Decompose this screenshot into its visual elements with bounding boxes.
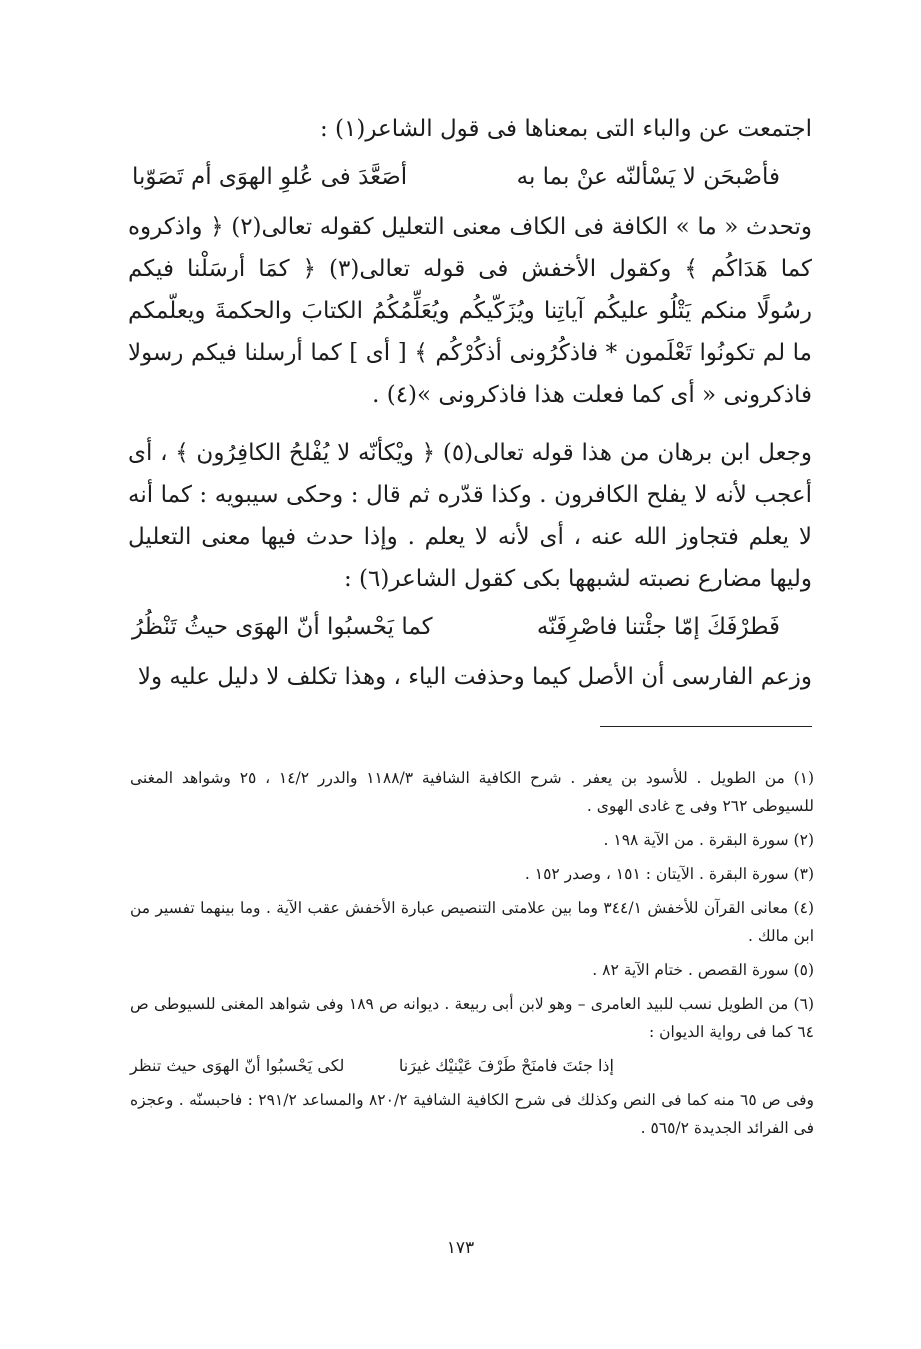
footnote-5: (٥) سورة القصص . ختام الآية ٨٢ .: [592, 961, 814, 979]
footnote-3: (٣) سورة البقرة . الآيتان : ١٥١ ، وصدر ١٥٢ .: [524, 865, 814, 883]
footnote-verse-first-hemistich: إذا جئتَ فامنَحْ طَرْفَ عَيْنيْك غيرَنا: [398, 1056, 614, 1075]
main-text: [128, 108, 812, 698]
page-number: ١٧٣: [446, 1238, 475, 1258]
footnote-separator: [600, 726, 812, 727]
poem-verse-1: [128, 156, 812, 198]
verse-2-first-hemistich: فَطرْفَكَ إمّا جئْتنا فاصْرِفَنّه: [536, 614, 780, 640]
verse-2-second-hemistich: كما يَحْسبُوا أنّ الهوَى حيثُ تَنْظُرُ: [132, 614, 433, 640]
footnote-6-verse: [130, 1052, 814, 1080]
paragraph-3: وجعل ابن برهان من هذا قوله تعالى(٥) ﴿ ويْكأنّه لا يُفْلحُ الكافِرُون ﴾ ، أى أعجب لأنه لا يفلح الكافرون . وكذا قدّره ثم قال : وحكى سيبويه : كما أنه لا يعلم فتجاوز الله عنه ، أى لأنه لا يعلم . وإذا حدث فيها معنى التعليل وليها مضارع نصبته لشبهها بكى كقول الشاعر(٦) :: [128, 440, 812, 592]
footnote-6-continuation: وفى ص ٦٥ منه كما فى النص وكذلك فى شرح الكافية الشافية ٨٢٠/٢ والمساعد ٢٩١/٢ : فاحبسنّه . وعجزه فى الفرائد الجديدة ٥٦٥/٢ .: [130, 1091, 814, 1137]
paragraph-1: اجتمعت عن والباء التى بمعناها فى قول الشاعر(١) :: [319, 116, 812, 142]
verse-1-first-hemistich: فأصْبحَن لا يَسْألنّه عنْ بما به: [516, 164, 780, 190]
poem-verse-2: [128, 606, 812, 648]
verse-1-second-hemistich: أصَعَّدَ فى عُلوِ الهوَى أم تَصَوّبا: [132, 164, 408, 190]
footnote-2: (٢) سورة البقرة . من الآية ١٩٨ .: [603, 831, 814, 849]
footnote-6: (٦) من الطويل نسب للبيد العامرى – وهو لابن أبى ربيعة . ديوانه ص ١٨٩ وفى شواهد المغنى للسيوطى ص ٦٤ كما فى رواية الديوان :: [130, 995, 814, 1041]
paragraph-4: وزعم الفارسى أن الأصل كيما وحذفت الياء ، وهذا تكلف لا دليل عليه ولا: [137, 664, 812, 690]
footnote-verse-second-hemistich: لكى يَحْسبُوا أنّ الهوَى حيث تنظر: [130, 1056, 345, 1075]
paragraph-2: وتحدث « ما » الكافة فى الكاف معنى التعليل كقوله تعالى(٢) ﴿ واذكروه كما هَدَاكُم ﴾ وكقول الأخفش فى قوله تعالى(٣) ﴿ كمَا أرسَلْنا فيكم رسُولًا منكم يَتْلُو عليكُم آياتِنا ويُزَكّيكُم ويُعَلِّمُكُمُ الكتابَ والحكمةَ ويعلّمكم ما لم تكونُوا تَعْلَمون * فاذكُرُونى أذكُرْكُم ﴾ [ أى ] كما أرسلنا فيكم رسولا فاذكرونى « أى كما فعلت هذا فاذكرونى »(٤) .: [128, 214, 813, 408]
footnotes: [130, 764, 814, 1148]
footnote-4: (٤) معانى القرآن للأخفش ٣٤٤/١ وما بين علامتى التنصيص عبارة الأخفش عقب الآية . وما بينهما تفسير من ابن مالك .: [130, 899, 814, 945]
footnote-1: (١) من الطويل . للأسود بن يعفر . شرح الكافية الشافية ١١٨٨/٣ والدرر ١٤/٢ ، ٢٥ وشواهد المغنى للسيوطى ٢٦٢ وفى ج غادى الهوى .: [130, 769, 815, 815]
